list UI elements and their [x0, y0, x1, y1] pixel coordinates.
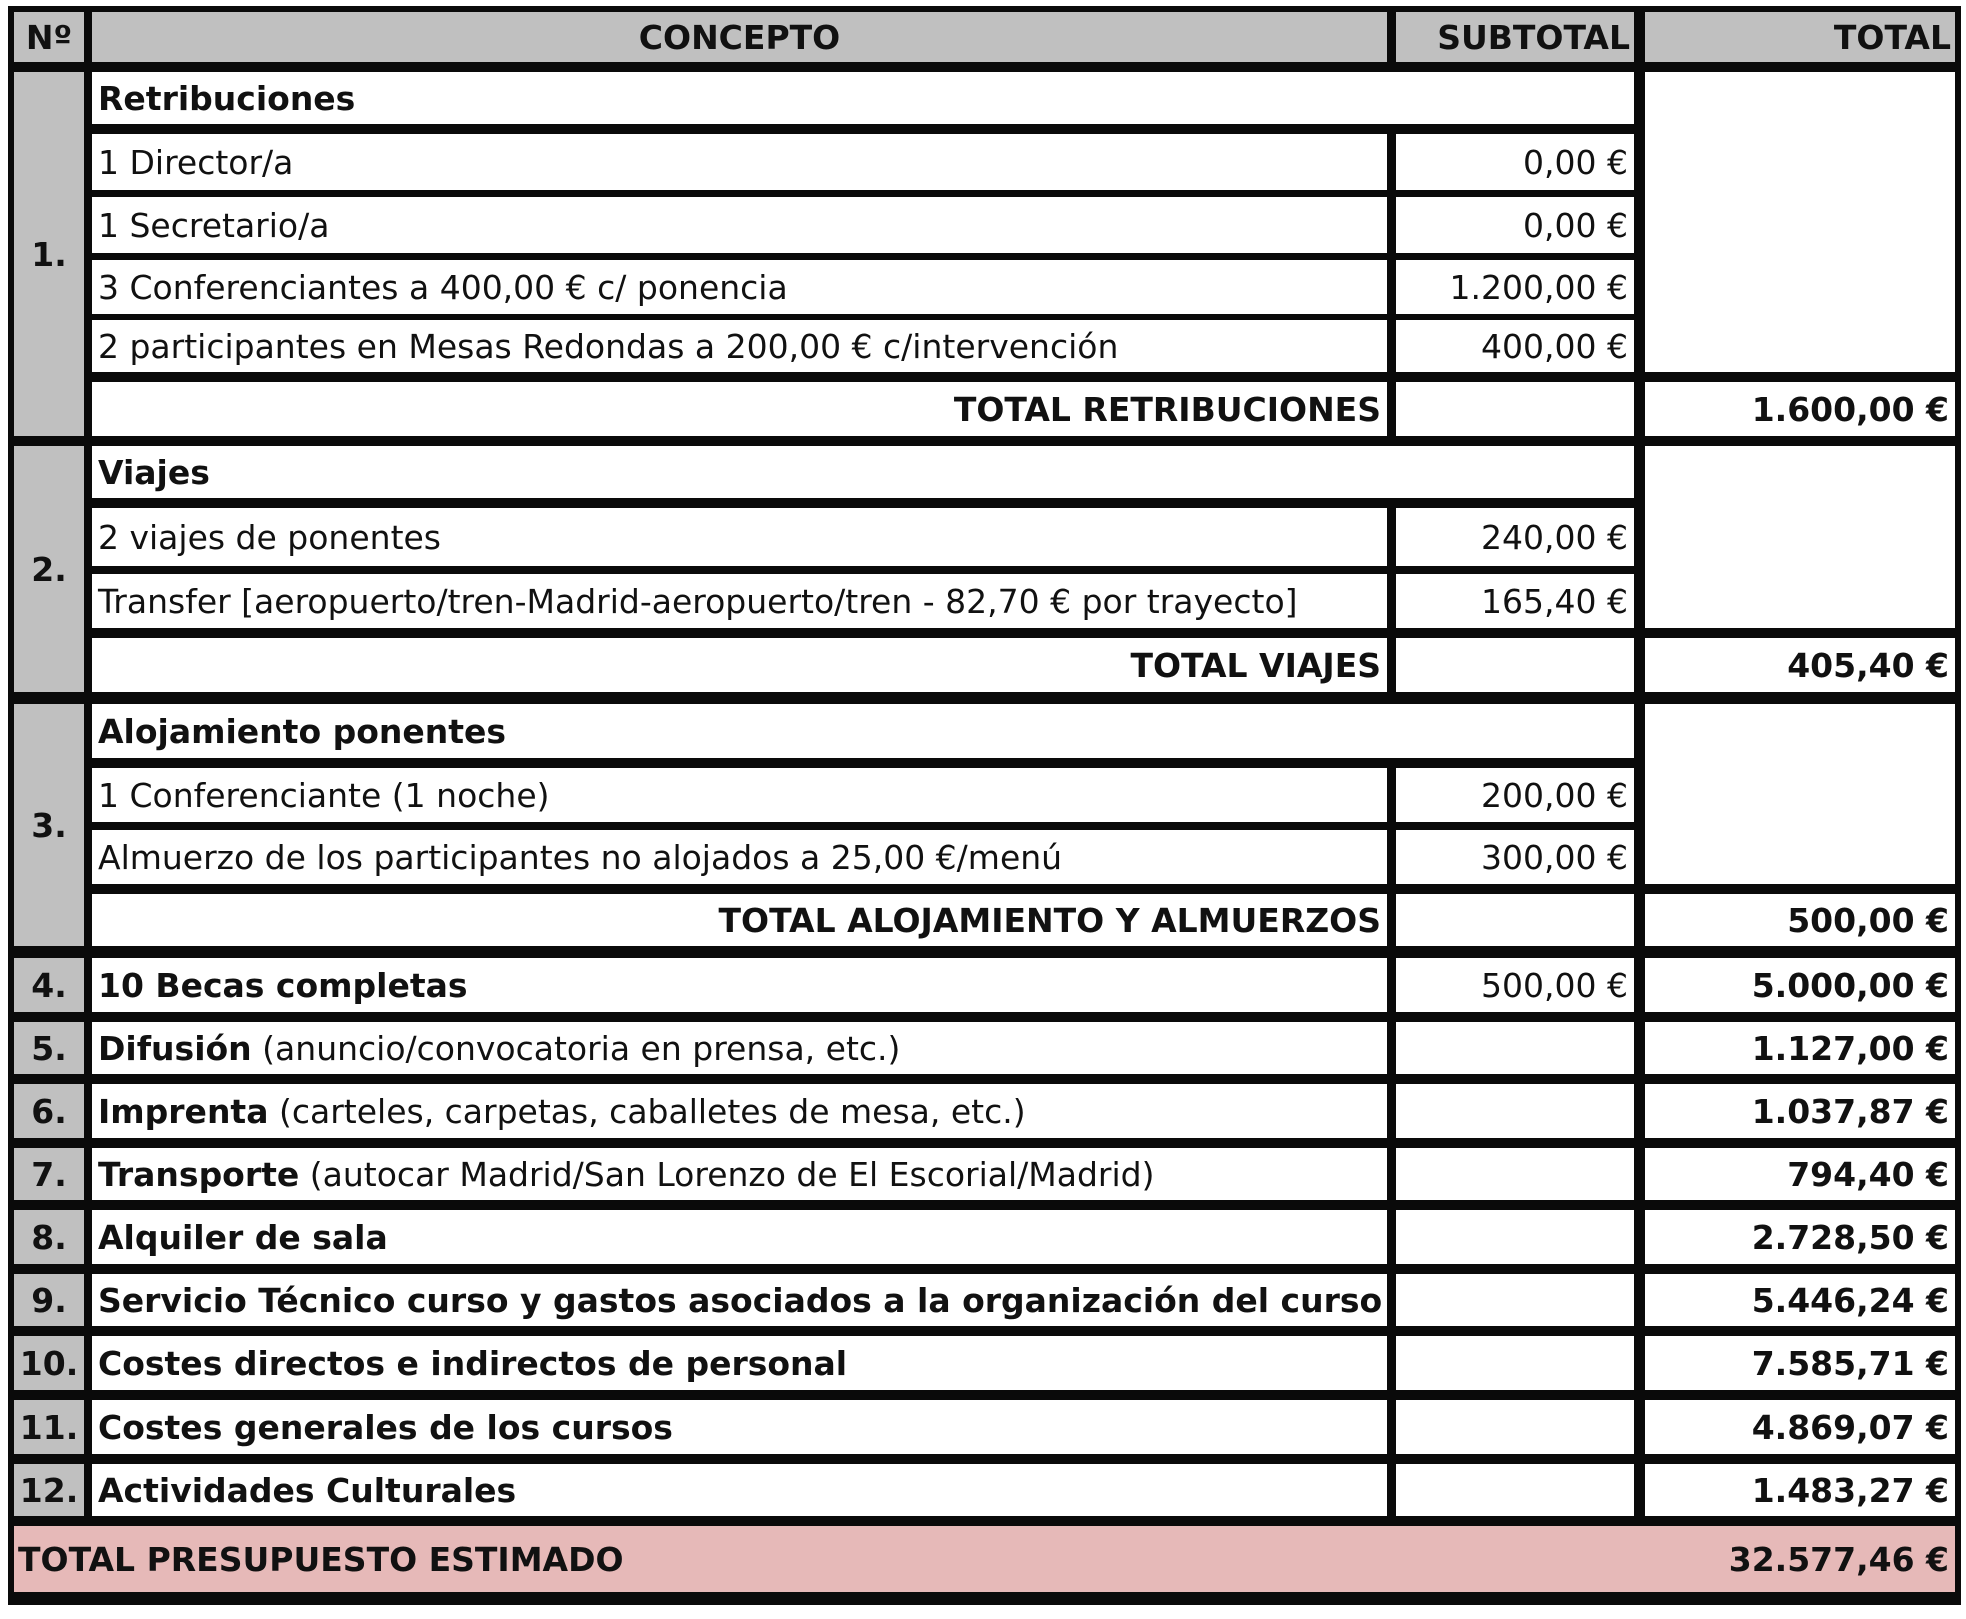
grand-total-row	[14, 1526, 1955, 1592]
section-total-label: TOTAL RETRIBUCIONES	[92, 382, 1387, 436]
section-total-label: TOTAL VIAJES	[92, 638, 1387, 692]
section-total-subtotal-empty	[1396, 894, 1634, 946]
section-total-value: 500,00 €	[1645, 894, 1955, 946]
item-subtotal: 240,00 €	[1396, 508, 1634, 566]
item-concept: 1 Secretario/a	[92, 197, 1387, 253]
row-concept	[92, 1210, 1387, 1264]
row-concept-bold: Servicio Técnico curso y gastos asociados a la organización del curso	[98, 1280, 1383, 1320]
item-subtotal: 1.200,00 €	[1396, 260, 1634, 314]
item-concept: 2 participantes en Mesas Redondas a 200,00 € c/intervención	[92, 320, 1387, 372]
row-concept	[92, 1464, 1387, 1516]
row-subtotal	[1396, 1084, 1634, 1138]
row-concept-bold: Costes generales de los cursos	[98, 1407, 673, 1447]
row-concept	[92, 1274, 1387, 1326]
row-total: 2.728,50 €	[1645, 1210, 1955, 1264]
section-number: 3.	[14, 704, 84, 946]
section-total-value: 1.600,00 €	[1645, 382, 1955, 436]
row-concept-detail: (anuncio/convocatoria en prensa, etc.)	[251, 1028, 901, 1068]
header-num: Nº	[14, 12, 84, 62]
row-number: 9.	[14, 1274, 84, 1326]
row-total: 1.483,27 €	[1645, 1464, 1955, 1516]
item-concept: 3 Conferenciantes a 400,00 € c/ ponencia	[92, 260, 1387, 314]
row-subtotal	[1396, 1274, 1634, 1326]
header-total: TOTAL	[1645, 12, 1955, 62]
section-total-subtotal-empty	[1396, 638, 1634, 692]
row-number: 11.	[14, 1400, 84, 1454]
grand-total-value: 32.577,46 €	[1728, 1539, 1949, 1579]
row-total: 4.869,07 €	[1645, 1400, 1955, 1454]
row-number: 7.	[14, 1148, 84, 1200]
section-title: Viajes	[92, 446, 1634, 498]
grand-total-label: TOTAL PRESUPUESTO ESTIMADO	[18, 1539, 624, 1579]
item-subtotal: 300,00 €	[1396, 830, 1634, 884]
row-concept	[92, 1022, 1387, 1074]
section-total-value: 405,40 €	[1645, 638, 1955, 692]
item-subtotal: 0,00 €	[1396, 197, 1634, 253]
row-total: 7.585,71 €	[1645, 1336, 1955, 1390]
row-number: 4.	[14, 958, 84, 1012]
row-subtotal	[1396, 1464, 1634, 1516]
row-number: 5.	[14, 1022, 84, 1074]
row-subtotal	[1396, 1336, 1634, 1390]
section-total-area	[1645, 446, 1955, 628]
section-total-subtotal-empty	[1396, 382, 1634, 436]
row-number: 6.	[14, 1084, 84, 1138]
row-number: 10.	[14, 1336, 84, 1390]
item-concept: 2 viajes de ponentes	[92, 508, 1387, 566]
section-title: Retribuciones	[92, 72, 1634, 124]
item-concept: Almuerzo de los participantes no alojados a 25,00 €/menú	[92, 830, 1387, 884]
item-subtotal: 200,00 €	[1396, 768, 1634, 822]
row-concept	[92, 1148, 1387, 1200]
section-number: 1.	[14, 72, 84, 436]
row-subtotal	[1396, 1022, 1634, 1074]
row-concept-detail: (carteles, carpetas, caballetes de mesa, etc.)	[268, 1091, 1026, 1131]
item-concept: Transfer [aeropuerto/tren-Madrid-aeropuerto/tren - 82,70 € por trayecto]	[92, 574, 1387, 628]
section-number: 2.	[14, 446, 84, 692]
row-total: 5.000,00 €	[1645, 958, 1955, 1012]
row-number: 12.	[14, 1464, 84, 1516]
row-concept	[92, 1336, 1387, 1390]
item-subtotal: 165,40 €	[1396, 574, 1634, 628]
row-total: 5.446,24 €	[1645, 1274, 1955, 1326]
section-title: Alojamiento ponentes	[92, 704, 1634, 758]
row-total: 794,40 €	[1645, 1148, 1955, 1200]
row-concept-bold: Costes directos e indirectos de personal	[98, 1343, 848, 1383]
section-total-area	[1645, 704, 1955, 884]
row-subtotal: 500,00 €	[1396, 958, 1634, 1012]
row-concept-bold: Alquiler de sala	[98, 1217, 388, 1257]
row-concept	[92, 1400, 1387, 1454]
row-subtotal	[1396, 1210, 1634, 1264]
row-concept	[92, 1084, 1387, 1138]
section-total-label: TOTAL ALOJAMIENTO Y ALMUERZOS	[92, 894, 1387, 946]
row-concept-detail: (autocar Madrid/San Lorenzo de El Escorial/Madrid)	[299, 1154, 1155, 1194]
row-concept	[92, 958, 1387, 1012]
row-number: 8.	[14, 1210, 84, 1264]
item-subtotal: 0,00 €	[1396, 134, 1634, 190]
item-subtotal: 400,00 €	[1396, 320, 1634, 372]
row-subtotal	[1396, 1148, 1634, 1200]
header-subtotal: SUBTOTAL	[1396, 12, 1634, 62]
item-concept: 1 Director/a	[92, 134, 1387, 190]
row-concept-bold: Imprenta	[98, 1091, 269, 1131]
section-total-area	[1645, 72, 1955, 372]
row-total: 1.037,87 €	[1645, 1084, 1955, 1138]
row-concept-bold: 10 Becas completas	[98, 965, 468, 1005]
header-concept: CONCEPTO	[92, 12, 1387, 62]
row-concept-bold: Actividades Culturales	[98, 1470, 517, 1510]
row-subtotal	[1396, 1400, 1634, 1454]
row-concept-bold: Transporte	[98, 1154, 300, 1194]
row-concept-bold: Difusión	[98, 1028, 252, 1068]
row-total: 1.127,00 €	[1645, 1022, 1955, 1074]
item-concept: 1 Conferenciante (1 noche)	[92, 768, 1387, 822]
